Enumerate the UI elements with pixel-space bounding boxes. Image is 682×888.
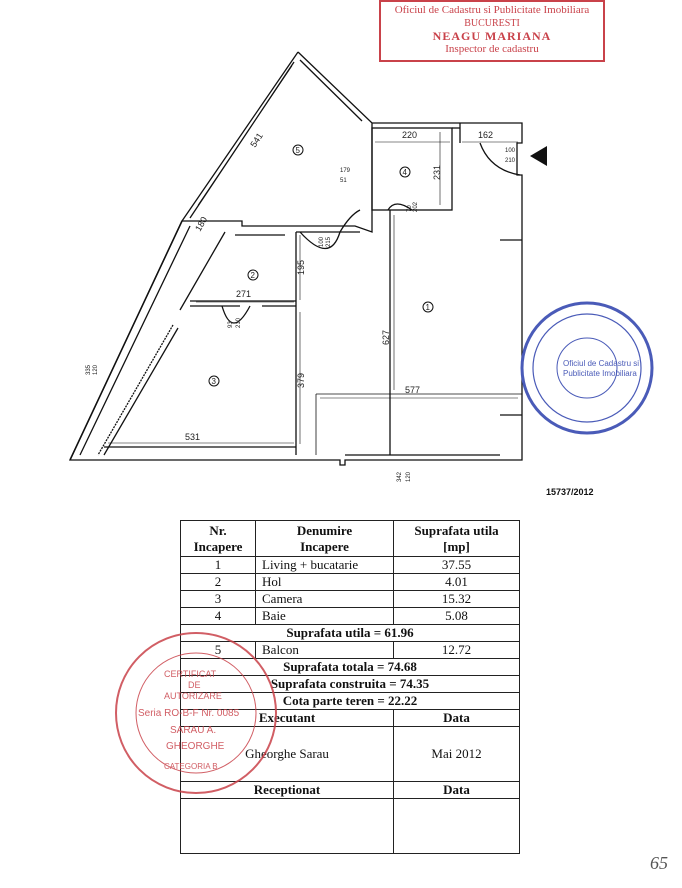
- table-row: [181, 608, 520, 625]
- receptionat-row: [181, 799, 520, 854]
- dim-531: 531: [185, 432, 201, 442]
- executant-date: Mai 2012: [394, 727, 520, 782]
- window-dim-120b: 120: [406, 471, 412, 482]
- door-dim-entrance-h: 210: [505, 158, 516, 164]
- dim-220: 220: [402, 130, 418, 140]
- window-dim-335: 335: [86, 364, 92, 375]
- cell-area: 37.55: [394, 557, 520, 574]
- room-2: 2: [250, 271, 255, 280]
- svg-text:SARAU A.: SARAU A.: [170, 725, 217, 736]
- dim-577: 577: [405, 385, 421, 395]
- svg-text:Seria RO-B-F Nr. 0085: Seria RO-B-F Nr. 0085: [138, 708, 240, 719]
- dim-379: 379: [296, 372, 306, 388]
- cell-nr: 1: [181, 557, 256, 574]
- executant-header-row: [181, 710, 520, 727]
- executant-name: Gheorghe Sarau: [181, 727, 394, 782]
- door-dim-hol: 100: [319, 236, 325, 247]
- dim-541: 541: [248, 131, 265, 150]
- cota-teren: Cota parte teren = 22.22: [181, 693, 520, 710]
- dim-180: 180: [193, 214, 210, 233]
- sum-construita-row: [181, 676, 520, 693]
- sum-totala: Suprafata totala = 74.68: [181, 659, 520, 676]
- stamp-line: BUCURESTI: [464, 18, 520, 29]
- receptionat-header-row: [181, 782, 520, 799]
- round-stamp-right: [522, 303, 652, 433]
- data-label-2: Data: [394, 782, 520, 799]
- stamp-line: Oficiul de Cadastru si Publicitate Imobiliara: [394, 4, 590, 16]
- receptionat-empty: [181, 799, 394, 854]
- cell-area: 5.08: [394, 608, 520, 625]
- door-dim-camera: 93: [228, 321, 234, 328]
- cota-row: [181, 693, 520, 710]
- room-5: 5: [295, 146, 300, 155]
- svg-text:AUTORIZARE: AUTORIZARE: [164, 691, 222, 701]
- svg-text:CERTIFICAT: CERTIFICAT: [164, 669, 217, 679]
- stamp-line: NEAGU MARIANA: [432, 29, 552, 43]
- window-dim-342: 342: [397, 471, 403, 482]
- sum-utila-row: [181, 625, 520, 642]
- dim-271: 271: [236, 289, 252, 299]
- cell-nr: 4: [181, 608, 256, 625]
- inner-wall-line: [300, 60, 362, 121]
- receptionat-label: Receptionat: [181, 782, 394, 799]
- dim-179: 179: [340, 168, 351, 174]
- dim-51: 51: [340, 178, 347, 184]
- data-label: Data: [394, 710, 520, 727]
- sum-construita: Suprafata construita = 74.35: [181, 676, 520, 693]
- cell-nr: 5: [181, 642, 256, 659]
- cell-area: 4.01: [394, 574, 520, 591]
- header-area: Suprafata utila [mp]: [394, 521, 520, 557]
- room-markers: [209, 145, 433, 386]
- door-dim-entrance: 100: [505, 148, 516, 154]
- page-number: 65: [650, 853, 668, 873]
- cell-name: Balcon: [256, 642, 394, 659]
- door-dim-baie-h: 202: [413, 201, 419, 212]
- diagonal-wall: [182, 52, 298, 221]
- receptionat-date-empty: [394, 799, 520, 854]
- entrance-arrow-icon: [530, 146, 547, 166]
- executant-row: [181, 727, 520, 782]
- door-dim-baie: 70: [407, 205, 413, 212]
- sum-totala-row: [181, 659, 520, 676]
- cell-nr: 3: [181, 591, 256, 608]
- dim-231: 231: [432, 164, 442, 180]
- svg-text:CATEGORIA B: CATEGORIA B: [164, 762, 218, 771]
- stamp-top-ocpi: [379, 0, 605, 62]
- header-nr: Nr. Incapere: [181, 521, 256, 557]
- table-row: [181, 557, 520, 574]
- door-swing: [340, 210, 360, 232]
- header-name: Denumire Incapere: [256, 521, 394, 557]
- area-table: [180, 520, 520, 854]
- cell-name: Hol: [256, 574, 394, 591]
- cell-area: 15.32: [394, 591, 520, 608]
- cell-name: Living + bucatarie: [256, 557, 394, 574]
- cell-nr: 2: [181, 574, 256, 591]
- room-3: 3: [211, 377, 216, 386]
- dim-162: 162: [478, 130, 494, 140]
- cell-name: Baie: [256, 608, 394, 625]
- window-dim-120: 120: [93, 364, 99, 375]
- door-dim-camera-h: 210: [236, 317, 242, 328]
- svg-text:DE: DE: [188, 680, 201, 690]
- table-row: [181, 574, 520, 591]
- cell-area: 12.72: [394, 642, 520, 659]
- svg-text:Oficiul de Cadastru si: Oficiul de Cadastru si: [563, 359, 640, 368]
- sum-utila: Suprafata utila = 61.96: [181, 625, 520, 642]
- svg-text:GHEORGHE: GHEORGHE: [166, 741, 225, 752]
- table-row: [181, 591, 520, 608]
- room-4: 4: [402, 168, 407, 177]
- plan-reference: 15737/2012: [546, 487, 594, 497]
- executant-label: Executant: [181, 710, 394, 727]
- dim-195: 195: [296, 259, 306, 275]
- dim-627: 627: [381, 329, 391, 345]
- room-1: 1: [425, 303, 430, 312]
- table-row: [181, 642, 520, 659]
- door-dim-hol-h: 215: [326, 236, 332, 247]
- svg-text:Publicitate Imobiliara: Publicitate Imobiliara: [563, 369, 637, 378]
- cell-name: Camera: [256, 591, 394, 608]
- stamp-line: Inspector de cadastru: [445, 43, 539, 55]
